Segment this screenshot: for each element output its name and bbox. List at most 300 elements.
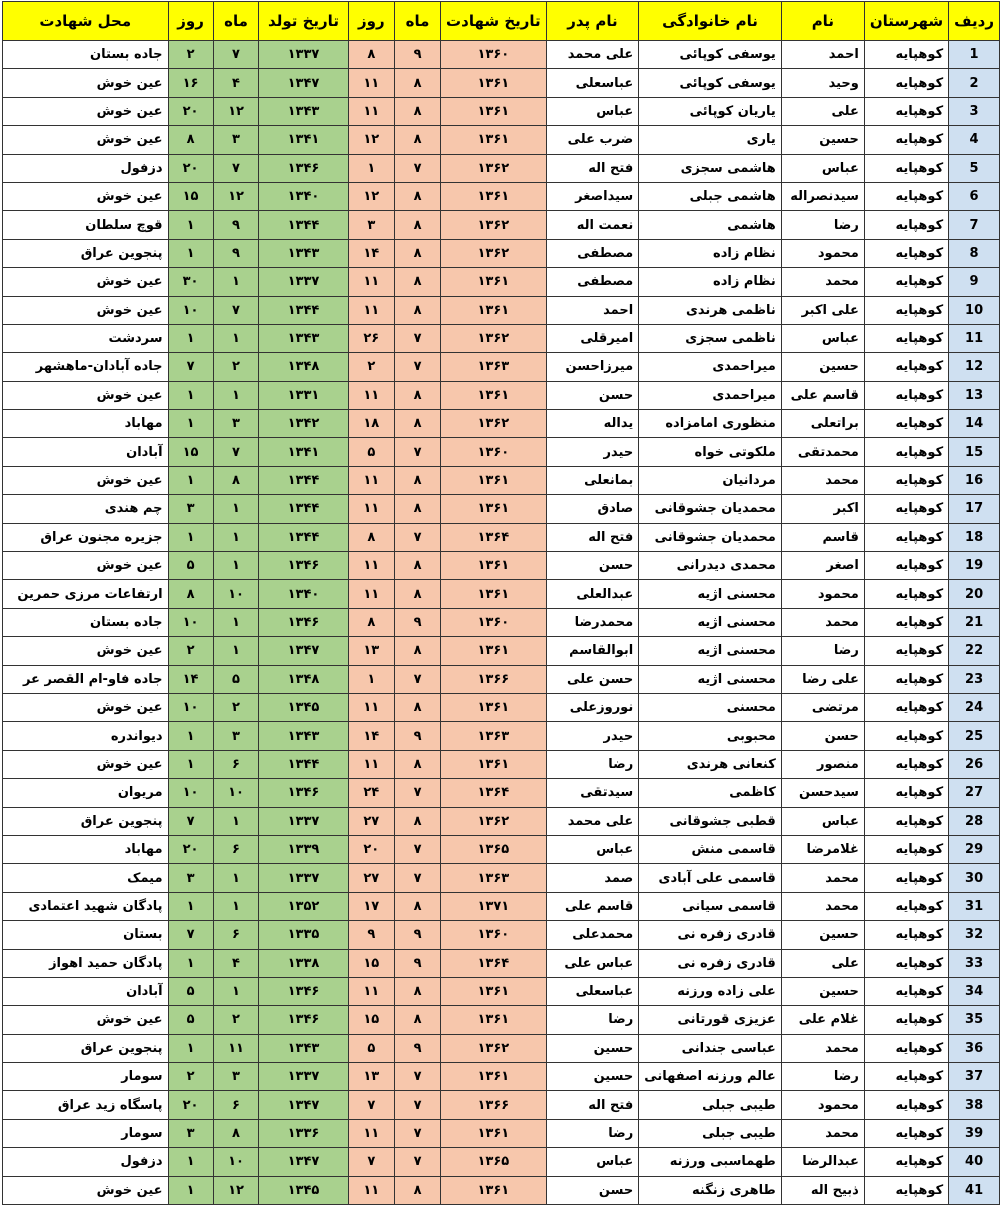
martyrdom-day-cell: ۱۲ bbox=[348, 182, 395, 210]
birth-month-cell: ۶ bbox=[213, 1091, 259, 1119]
county-cell: کوهپایه bbox=[864, 1091, 948, 1119]
family-name-cell: محمدی دیدرانی bbox=[639, 552, 782, 580]
father-name-cell: محمدعلی bbox=[546, 921, 639, 949]
county-cell: کوهپایه bbox=[864, 353, 948, 381]
father-name-cell: حسین bbox=[546, 1063, 639, 1091]
martyrdom-month-cell: ۷ bbox=[395, 665, 441, 693]
birth-day-cell: ۳۰ bbox=[168, 268, 213, 296]
birth-month-cell: ۱ bbox=[213, 523, 259, 551]
row-number-cell: 24 bbox=[949, 693, 1000, 721]
birth-day-cell: ۱ bbox=[168, 892, 213, 920]
father-name-cell: حسن bbox=[546, 1176, 639, 1204]
birth-year-cell: ۱۳۴۶ bbox=[259, 1006, 348, 1034]
table-row bbox=[3, 126, 1000, 154]
family-name-cell: علی زاده ورزنه bbox=[639, 977, 782, 1005]
martyrdom-day-cell: ۱۱ bbox=[348, 552, 395, 580]
martyrdom-place-cell: عین خوش bbox=[3, 466, 169, 494]
martyrdom-month-cell: ۷ bbox=[395, 154, 441, 182]
birth-year-cell: ۱۳۴۷ bbox=[259, 69, 348, 97]
martyrdom-day-cell: ۱۱ bbox=[348, 580, 395, 608]
county-cell: کوهپایه bbox=[864, 722, 948, 750]
martyrdom-month-cell: ۹ bbox=[395, 41, 441, 69]
birth-year-cell: ۱۳۴۴ bbox=[259, 296, 348, 324]
family-name-cell: قاسمی منش bbox=[639, 835, 782, 863]
birth-day-cell: ۱ bbox=[168, 239, 213, 267]
county-cell: کوهپایه bbox=[864, 211, 948, 239]
martyrdom-year-cell: ۱۳۶۱ bbox=[441, 977, 547, 1005]
row-number-cell: 10 bbox=[949, 296, 1000, 324]
birth-day-cell: ۱ bbox=[168, 324, 213, 352]
martyrdom-year-cell: ۱۳۶۲ bbox=[441, 239, 547, 267]
birth-day-cell: ۱۵ bbox=[168, 182, 213, 210]
header-row-number: ردیف bbox=[949, 2, 1000, 41]
father-name-cell: میرزاحسن bbox=[546, 353, 639, 381]
birth-month-cell: ۱ bbox=[213, 807, 259, 835]
martyrdom-year-cell: ۱۳۶۵ bbox=[441, 835, 547, 863]
family-name-cell: طیبی جبلی bbox=[639, 1091, 782, 1119]
table-row bbox=[3, 552, 1000, 580]
martyrdom-month-cell: ۹ bbox=[395, 722, 441, 750]
birth-day-cell: ۵ bbox=[168, 1006, 213, 1034]
birth-day-cell: ۷ bbox=[168, 921, 213, 949]
martyrdom-place-cell: دیواندره bbox=[3, 722, 169, 750]
row-number-cell: 6 bbox=[949, 182, 1000, 210]
martyrdom-day-cell: ۱۱ bbox=[348, 1119, 395, 1147]
martyrdom-year-cell: ۱۳۶۱ bbox=[441, 1063, 547, 1091]
father-name-cell: حسن علی bbox=[546, 665, 639, 693]
table-row bbox=[3, 69, 1000, 97]
martyrdom-place-cell: ارتفاعات مرزی حمرین bbox=[3, 580, 169, 608]
family-name-cell: محسنی اژیه bbox=[639, 637, 782, 665]
martyrdom-day-cell: ۱۱ bbox=[348, 750, 395, 778]
birth-month-cell: ۷ bbox=[213, 296, 259, 324]
row-number-cell: 13 bbox=[949, 381, 1000, 409]
martyrdom-place-cell: سردشت bbox=[3, 324, 169, 352]
birth-month-cell: ۱۰ bbox=[213, 779, 259, 807]
martyrdom-year-cell: ۱۳۶۱ bbox=[441, 580, 547, 608]
table-row bbox=[3, 949, 1000, 977]
county-cell: کوهپایه bbox=[864, 1034, 948, 1062]
martyrdom-place-cell: عین خوش bbox=[3, 296, 169, 324]
birth-day-cell: ۳ bbox=[168, 495, 213, 523]
first-name-cell: اصغر bbox=[781, 552, 864, 580]
birth-month-cell: ۱ bbox=[213, 864, 259, 892]
table-row bbox=[3, 1119, 1000, 1147]
birth-day-cell: ۸ bbox=[168, 126, 213, 154]
martyrdom-month-cell: ۸ bbox=[395, 750, 441, 778]
table-row bbox=[3, 580, 1000, 608]
first-name-cell: محمود bbox=[781, 1091, 864, 1119]
birth-day-cell: ۲۰ bbox=[168, 154, 213, 182]
martyrdom-day-cell: ۱۱ bbox=[348, 69, 395, 97]
table-row bbox=[3, 296, 1000, 324]
table-row bbox=[3, 324, 1000, 352]
martyrdom-day-cell: ۱۱ bbox=[348, 495, 395, 523]
county-cell: کوهپایه bbox=[864, 580, 948, 608]
martyrdom-year-cell: ۱۳۶۰ bbox=[441, 921, 547, 949]
table-row bbox=[3, 268, 1000, 296]
table-row bbox=[3, 637, 1000, 665]
birth-year-cell: ۱۳۴۳ bbox=[259, 239, 348, 267]
father-name-cell: فتح اله bbox=[546, 523, 639, 551]
father-name-cell: عباس علی bbox=[546, 949, 639, 977]
birth-month-cell: ۴ bbox=[213, 949, 259, 977]
birth-month-cell: ۱۲ bbox=[213, 1176, 259, 1204]
county-cell: کوهپایه bbox=[864, 750, 948, 778]
family-name-cell: محسنی اژیه bbox=[639, 665, 782, 693]
martyrdom-place-cell: جاده آبادان-ماهشهر bbox=[3, 353, 169, 381]
martyrdom-day-cell: ۱۳ bbox=[348, 1063, 395, 1091]
birth-month-cell: ۷ bbox=[213, 438, 259, 466]
martyrdom-year-cell: ۱۳۶۰ bbox=[441, 608, 547, 636]
martyrs-table bbox=[2, 1, 1000, 1205]
row-number-cell: 23 bbox=[949, 665, 1000, 693]
martyrdom-year-cell: ۱۳۶۲ bbox=[441, 410, 547, 438]
first-name-cell: براتعلی bbox=[781, 410, 864, 438]
martyrdom-day-cell: ۱۲ bbox=[348, 126, 395, 154]
row-number-cell: 19 bbox=[949, 552, 1000, 580]
first-name-cell: سیدحسن bbox=[781, 779, 864, 807]
birth-day-cell: ۱ bbox=[168, 523, 213, 551]
family-name-cell: هاشمی bbox=[639, 211, 782, 239]
birth-month-cell: ۱۲ bbox=[213, 182, 259, 210]
header-martyrdom-year: تاریخ شهادت bbox=[441, 2, 547, 41]
first-name-cell: محمود bbox=[781, 239, 864, 267]
birth-month-cell: ۳ bbox=[213, 1063, 259, 1091]
martyrdom-day-cell: ۱۷ bbox=[348, 892, 395, 920]
father-name-cell: عباس bbox=[546, 1148, 639, 1176]
table-row bbox=[3, 722, 1000, 750]
family-name-cell: هاشمی جبلی bbox=[639, 182, 782, 210]
birth-day-cell: ۳ bbox=[168, 864, 213, 892]
birth-year-cell: ۱۳۳۷ bbox=[259, 41, 348, 69]
martyrdom-place-cell: عین خوش bbox=[3, 1176, 169, 1204]
birth-year-cell: ۱۳۳۶ bbox=[259, 1119, 348, 1147]
martyrdom-day-cell: ۱۱ bbox=[348, 1176, 395, 1204]
first-name-cell: محمدتقی bbox=[781, 438, 864, 466]
martyrdom-month-cell: ۸ bbox=[395, 296, 441, 324]
birth-year-cell: ۱۳۴۸ bbox=[259, 665, 348, 693]
header-county: شهرستان bbox=[864, 2, 948, 41]
row-number-cell: 14 bbox=[949, 410, 1000, 438]
first-name-cell: اکبر bbox=[781, 495, 864, 523]
martyrdom-day-cell: ۱۴ bbox=[348, 239, 395, 267]
row-number-cell: 37 bbox=[949, 1063, 1000, 1091]
martyrdom-month-cell: ۸ bbox=[395, 580, 441, 608]
first-name-cell: عبدالرضا bbox=[781, 1148, 864, 1176]
family-name-cell: قادری زفره نی bbox=[639, 921, 782, 949]
birth-day-cell: ۲ bbox=[168, 637, 213, 665]
row-number-cell: 3 bbox=[949, 97, 1000, 125]
first-name-cell: منصور bbox=[781, 750, 864, 778]
martyrdom-place-cell: عین خوش bbox=[3, 693, 169, 721]
row-number-cell: 36 bbox=[949, 1034, 1000, 1062]
family-name-cell: طیبی جبلی bbox=[639, 1119, 782, 1147]
martyrdom-year-cell: ۱۳۶۳ bbox=[441, 864, 547, 892]
table-row bbox=[3, 835, 1000, 863]
county-cell: کوهپایه bbox=[864, 779, 948, 807]
birth-year-cell: ۱۳۴۵ bbox=[259, 693, 348, 721]
martyrdom-month-cell: ۸ bbox=[395, 552, 441, 580]
family-name-cell: کنعانی هرندی bbox=[639, 750, 782, 778]
birth-day-cell: ۱ bbox=[168, 1176, 213, 1204]
father-name-cell: فتح اله bbox=[546, 1091, 639, 1119]
table-row bbox=[3, 977, 1000, 1005]
father-name-cell: فتح اله bbox=[546, 154, 639, 182]
martyrdom-day-cell: ۷ bbox=[348, 1091, 395, 1119]
martyrdom-place-cell: سومار bbox=[3, 1063, 169, 1091]
martyrdom-day-cell: ۱۱ bbox=[348, 97, 395, 125]
header-birth-day: روز bbox=[168, 2, 213, 41]
father-name-cell: رضا bbox=[546, 750, 639, 778]
first-name-cell: عباس bbox=[781, 324, 864, 352]
father-name-cell: علی محمد bbox=[546, 807, 639, 835]
martyrdom-place-cell: آبادان bbox=[3, 438, 169, 466]
father-name-cell: عباسعلی bbox=[546, 69, 639, 97]
family-name-cell: میراحمدی bbox=[639, 353, 782, 381]
martyrdom-year-cell: ۱۳۷۱ bbox=[441, 892, 547, 920]
county-cell: کوهپایه bbox=[864, 977, 948, 1005]
table-row bbox=[3, 1176, 1000, 1204]
row-number-cell: 38 bbox=[949, 1091, 1000, 1119]
row-number-cell: 9 bbox=[949, 268, 1000, 296]
row-number-cell: 7 bbox=[949, 211, 1000, 239]
martyrdom-month-cell: ۷ bbox=[395, 779, 441, 807]
row-number-cell: 25 bbox=[949, 722, 1000, 750]
martyrdom-month-cell: ۹ bbox=[395, 1034, 441, 1062]
county-cell: کوهپایه bbox=[864, 438, 948, 466]
family-name-cell: طاهری زنگنه bbox=[639, 1176, 782, 1204]
birth-year-cell: ۱۳۴۶ bbox=[259, 977, 348, 1005]
family-name-cell: محبوبی bbox=[639, 722, 782, 750]
table-row bbox=[3, 921, 1000, 949]
martyrdom-year-cell: ۱۳۶۴ bbox=[441, 779, 547, 807]
martyrdom-month-cell: ۸ bbox=[395, 977, 441, 1005]
martyrdom-year-cell: ۱۳۶۰ bbox=[441, 41, 547, 69]
first-name-cell: رضا bbox=[781, 211, 864, 239]
birth-month-cell: ۷ bbox=[213, 154, 259, 182]
table-row bbox=[3, 1034, 1000, 1062]
martyrdom-year-cell: ۱۳۶۱ bbox=[441, 466, 547, 494]
first-name-cell: محمود bbox=[781, 580, 864, 608]
county-cell: کوهپایه bbox=[864, 97, 948, 125]
martyrdom-month-cell: ۹ bbox=[395, 921, 441, 949]
martyrdom-day-cell: ۸ bbox=[348, 608, 395, 636]
father-name-cell: علی محمد bbox=[546, 41, 639, 69]
martyrdom-year-cell: ۱۳۶۱ bbox=[441, 1119, 547, 1147]
martyrdom-month-cell: ۸ bbox=[395, 892, 441, 920]
county-cell: کوهپایه bbox=[864, 381, 948, 409]
birth-year-cell: ۱۳۴۶ bbox=[259, 552, 348, 580]
martyrdom-day-cell: ۲۷ bbox=[348, 807, 395, 835]
row-number-cell: 31 bbox=[949, 892, 1000, 920]
father-name-cell: حسن bbox=[546, 552, 639, 580]
birth-month-cell: ۶ bbox=[213, 921, 259, 949]
martyrdom-month-cell: ۷ bbox=[395, 1091, 441, 1119]
martyrdom-place-cell: عین خوش bbox=[3, 126, 169, 154]
row-number-cell: 8 bbox=[949, 239, 1000, 267]
martyrdom-day-cell: ۱ bbox=[348, 665, 395, 693]
martyrdom-place-cell: جاده بستان bbox=[3, 608, 169, 636]
county-cell: کوهپایه bbox=[864, 693, 948, 721]
birth-year-cell: ۱۳۴۴ bbox=[259, 495, 348, 523]
family-name-cell: نظام زاده bbox=[639, 268, 782, 296]
martyrdom-year-cell: ۱۳۶۵ bbox=[441, 1148, 547, 1176]
martyrdom-month-cell: ۷ bbox=[395, 353, 441, 381]
martyrdom-day-cell: ۲۴ bbox=[348, 779, 395, 807]
family-name-cell: ملکوتی خواه bbox=[639, 438, 782, 466]
birth-year-cell: ۱۳۴۷ bbox=[259, 1091, 348, 1119]
header-father-name: نام پدر bbox=[546, 2, 639, 41]
county-cell: کوهپایه bbox=[864, 324, 948, 352]
birth-day-cell: ۵ bbox=[168, 552, 213, 580]
table-row bbox=[3, 154, 1000, 182]
table-row bbox=[3, 353, 1000, 381]
birth-year-cell: ۱۳۳۷ bbox=[259, 807, 348, 835]
birth-month-cell: ۶ bbox=[213, 835, 259, 863]
table-row bbox=[3, 807, 1000, 835]
family-name-cell: عباسی جندانی bbox=[639, 1034, 782, 1062]
family-name-cell: طهماسبی ورزنه bbox=[639, 1148, 782, 1176]
county-cell: کوهپایه bbox=[864, 552, 948, 580]
row-number-cell: 11 bbox=[949, 324, 1000, 352]
first-name-cell: احمد bbox=[781, 41, 864, 69]
martyrdom-day-cell: ۱۱ bbox=[348, 693, 395, 721]
family-name-cell: قاسمی علی آبادی bbox=[639, 864, 782, 892]
birth-month-cell: ۷ bbox=[213, 41, 259, 69]
martyrdom-place-cell: مهاباد bbox=[3, 835, 169, 863]
family-name-cell: یوسفی کوپائی bbox=[639, 41, 782, 69]
martyrdom-year-cell: ۱۳۶۲ bbox=[441, 324, 547, 352]
martyrdom-year-cell: ۱۳۶۲ bbox=[441, 211, 547, 239]
martyrdom-month-cell: ۷ bbox=[395, 1119, 441, 1147]
birth-day-cell: ۸ bbox=[168, 580, 213, 608]
martyrdom-year-cell: ۱۳۶۱ bbox=[441, 268, 547, 296]
father-name-cell: صمد bbox=[546, 864, 639, 892]
county-cell: کوهپایه bbox=[864, 949, 948, 977]
table-row bbox=[3, 239, 1000, 267]
birth-day-cell: ۱۰ bbox=[168, 296, 213, 324]
birth-month-cell: ۳ bbox=[213, 722, 259, 750]
martyrdom-day-cell: ۱۱ bbox=[348, 296, 395, 324]
row-number-cell: 41 bbox=[949, 1176, 1000, 1204]
first-name-cell: محمد bbox=[781, 608, 864, 636]
birth-day-cell: ۱ bbox=[168, 949, 213, 977]
birth-month-cell: ۳ bbox=[213, 126, 259, 154]
martyrdom-year-cell: ۱۳۶۲ bbox=[441, 154, 547, 182]
martyrdom-place-cell: عین خوش bbox=[3, 268, 169, 296]
birth-month-cell: ۸ bbox=[213, 466, 259, 494]
table-row bbox=[3, 182, 1000, 210]
birth-year-cell: ۱۳۳۸ bbox=[259, 949, 348, 977]
martyrdom-place-cell: عین خوش bbox=[3, 182, 169, 210]
table-row bbox=[3, 381, 1000, 409]
table-row bbox=[3, 410, 1000, 438]
first-name-cell: حسین bbox=[781, 977, 864, 1005]
county-cell: کوهپایه bbox=[864, 523, 948, 551]
martyrdom-year-cell: ۱۳۶۱ bbox=[441, 296, 547, 324]
header-family-name: نام خانوادگی bbox=[639, 2, 782, 41]
birth-day-cell: ۱ bbox=[168, 1034, 213, 1062]
birth-year-cell: ۱۳۴۴ bbox=[259, 466, 348, 494]
martyrdom-day-cell: ۹ bbox=[348, 921, 395, 949]
table-row bbox=[3, 779, 1000, 807]
martyrdom-month-cell: ۸ bbox=[395, 495, 441, 523]
row-number-cell: 15 bbox=[949, 438, 1000, 466]
martyrdom-day-cell: ۱۱ bbox=[348, 466, 395, 494]
row-number-cell: 33 bbox=[949, 949, 1000, 977]
family-name-cell: میراحمدی bbox=[639, 381, 782, 409]
row-number-cell: 39 bbox=[949, 1119, 1000, 1147]
father-name-cell: حسین bbox=[546, 1034, 639, 1062]
martyrdom-day-cell: ۱۵ bbox=[348, 949, 395, 977]
birth-year-cell: ۱۳۴۱ bbox=[259, 438, 348, 466]
table-row bbox=[3, 750, 1000, 778]
row-number-cell: 35 bbox=[949, 1006, 1000, 1034]
county-cell: کوهپایه bbox=[864, 495, 948, 523]
father-name-cell: یداله bbox=[546, 410, 639, 438]
county-cell: کوهپایه bbox=[864, 921, 948, 949]
father-name-cell: عبدالعلی bbox=[546, 580, 639, 608]
martyrdom-month-cell: ۸ bbox=[395, 239, 441, 267]
birth-month-cell: ۳ bbox=[213, 410, 259, 438]
first-name-cell: وحید bbox=[781, 69, 864, 97]
martyrdom-place-cell: پنجوین عراق bbox=[3, 1034, 169, 1062]
county-cell: کوهپایه bbox=[864, 637, 948, 665]
father-name-cell: حسن bbox=[546, 381, 639, 409]
table-row bbox=[3, 665, 1000, 693]
martyrdom-month-cell: ۸ bbox=[395, 381, 441, 409]
martyrdom-place-cell: بستان bbox=[3, 921, 169, 949]
father-name-cell: رضا bbox=[546, 1006, 639, 1034]
birth-month-cell: ۱ bbox=[213, 637, 259, 665]
birth-day-cell: ۱ bbox=[168, 466, 213, 494]
row-number-cell: 26 bbox=[949, 750, 1000, 778]
row-number-cell: 21 bbox=[949, 608, 1000, 636]
table-row bbox=[3, 693, 1000, 721]
birth-month-cell: ۱ bbox=[213, 495, 259, 523]
first-name-cell: علی اکبر bbox=[781, 296, 864, 324]
first-name-cell: محمد bbox=[781, 864, 864, 892]
row-number-cell: 27 bbox=[949, 779, 1000, 807]
first-name-cell: قاسم bbox=[781, 523, 864, 551]
table-row bbox=[3, 608, 1000, 636]
father-name-cell: صادق bbox=[546, 495, 639, 523]
birth-year-cell: ۱۳۴۸ bbox=[259, 353, 348, 381]
martyrdom-place-cell: دزفول bbox=[3, 1148, 169, 1176]
row-number-cell: 2 bbox=[949, 69, 1000, 97]
birth-day-cell: ۱ bbox=[168, 410, 213, 438]
birth-month-cell: ۲ bbox=[213, 693, 259, 721]
birth-year-cell: ۱۳۴۰ bbox=[259, 580, 348, 608]
martyrdom-day-cell: ۱۱ bbox=[348, 977, 395, 1005]
family-name-cell: ناظمی هرندی bbox=[639, 296, 782, 324]
county-cell: کوهپایه bbox=[864, 1119, 948, 1147]
martyrdom-year-cell: ۱۳۶۳ bbox=[441, 722, 547, 750]
birth-day-cell: ۱ bbox=[168, 750, 213, 778]
table-row bbox=[3, 495, 1000, 523]
row-number-cell: 20 bbox=[949, 580, 1000, 608]
birth-day-cell: ۲۰ bbox=[168, 1091, 213, 1119]
birth-month-cell: ۹ bbox=[213, 211, 259, 239]
martyrdom-year-cell: ۱۳۶۱ bbox=[441, 381, 547, 409]
first-name-cell: عباس bbox=[781, 154, 864, 182]
county-cell: کوهپایه bbox=[864, 182, 948, 210]
county-cell: کوهپایه bbox=[864, 1176, 948, 1204]
county-cell: کوهپایه bbox=[864, 410, 948, 438]
birth-year-cell: ۱۳۴۶ bbox=[259, 779, 348, 807]
martyrdom-month-cell: ۸ bbox=[395, 807, 441, 835]
